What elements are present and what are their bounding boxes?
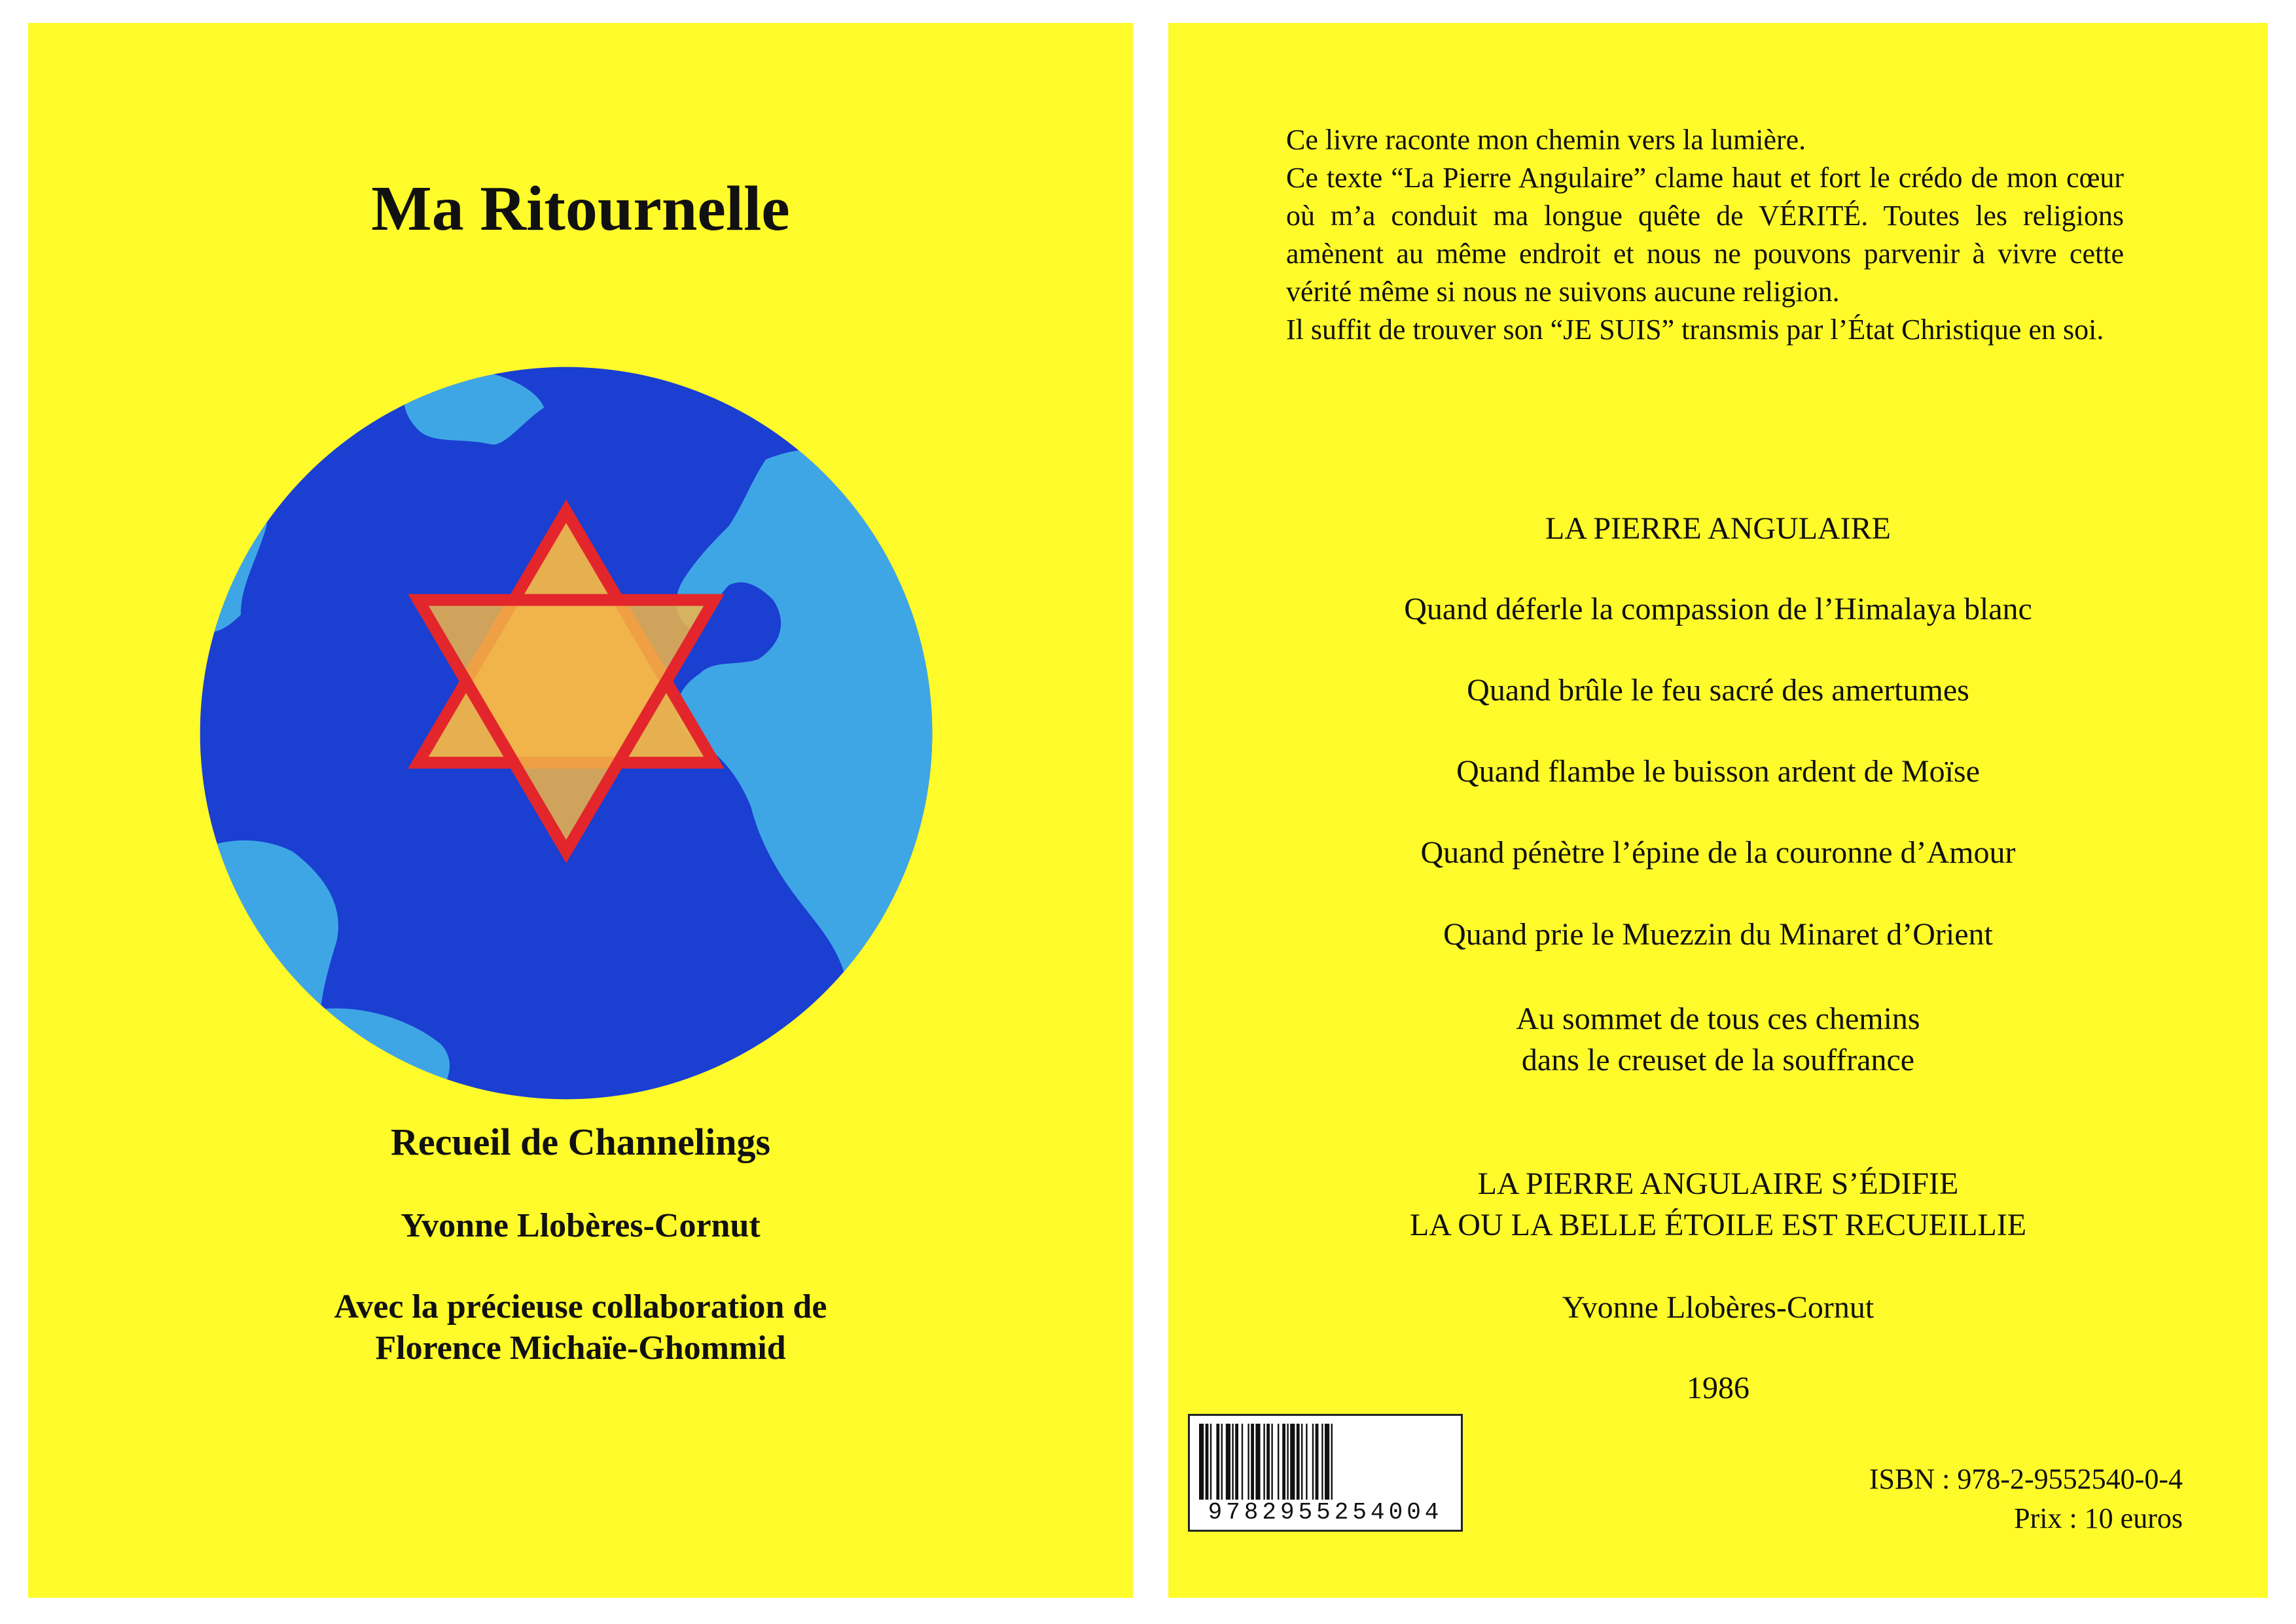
isbn-price-block: [1869, 1460, 2183, 1538]
barcode-bar: [1278, 1424, 1279, 1501]
blurb-paragraph: Il suffit de trouver son “JE SUIS” transmis par l’État Christique en soi.: [1286, 314, 2104, 346]
poem-verse: Quand brûle le feu sacré des amertumes: [1467, 673, 1969, 708]
back-cover: [1168, 23, 2268, 1598]
barcode-bar: [1235, 1424, 1238, 1501]
poem-verse: Quand flambe le buisson ardent de Moïse: [1456, 754, 1980, 789]
blurb-text: [1286, 121, 2124, 349]
barcode-bar: [1301, 1424, 1302, 1501]
author-name: Yvonne Llobères-Cornut: [401, 1207, 761, 1244]
barcode-bar: [1282, 1424, 1285, 1501]
barcode-bar: [1242, 1424, 1243, 1501]
poem-verse: Quand pénètre l’épine de la couronne d’Amour: [1420, 835, 2016, 870]
barcode-bar: [1206, 1424, 1209, 1501]
barcode-bar: [1199, 1424, 1204, 1501]
author-name: Yvonne Llobères-Cornut: [1562, 1290, 1874, 1325]
closing-line: LA PIERRE ANGULAIRE S’ÉDIFIE: [1477, 1166, 1959, 1201]
poem-summit: [1168, 998, 2268, 1081]
barcode-bar: [1290, 1424, 1295, 1501]
barcode-bar: [1297, 1424, 1300, 1501]
barcode-bar: [1316, 1424, 1319, 1501]
barcode-bar: [1331, 1424, 1333, 1501]
barcode-bar: [1247, 1424, 1249, 1501]
barcode-bar: [1271, 1424, 1272, 1501]
barcode-bar: [1232, 1424, 1233, 1501]
barcode-bar: [1306, 1424, 1307, 1501]
poem-verse: Quand prie le Muezzin du Minaret d’Orient: [1443, 917, 1993, 952]
barcode-bar: [1216, 1424, 1219, 1501]
blurb-paragraph: Ce livre raconte mon chemin vers la lumière.: [1286, 124, 1806, 156]
globe-star-illustration: [196, 363, 936, 1103]
barcode-bar: [1312, 1424, 1314, 1501]
poem-verse: Au sommet de tous ces chemins: [1516, 1001, 1920, 1036]
barcode-bar: [1266, 1424, 1270, 1501]
poem-title: LA PIERRE ANGULAIRE: [1545, 511, 1891, 546]
collaboration-line: Avec la précieuse collaboration de: [334, 1288, 827, 1326]
barcode-bars: [1190, 1418, 1461, 1504]
barcode-bar: [1287, 1424, 1288, 1501]
barcode-bar: [1226, 1424, 1230, 1501]
barcode-bar: [1325, 1424, 1329, 1501]
collaboration-credit: [28, 1286, 1133, 1369]
barcode-bar: [1263, 1424, 1265, 1501]
barcode-bar: [1255, 1424, 1260, 1501]
collaborator-name: Florence Michaïe-Ghommid: [375, 1329, 786, 1367]
isbn: ISBN : 978-2-9552540-0-4: [1869, 1463, 2183, 1495]
year: 1986: [1687, 1371, 1749, 1405]
closing-line: LA OU LA BELLE ÉTOILE EST RECUEILLIE: [1409, 1208, 2027, 1242]
book-title: Ma Ritournelle: [371, 173, 790, 244]
continent-south-west: [196, 840, 338, 1103]
barcode: [1188, 1414, 1463, 1532]
book-subtitle: Recueil de Channelings: [390, 1121, 771, 1163]
barcode-bar: [1321, 1424, 1323, 1501]
barcode-number: 9782955254004: [1190, 1500, 1461, 1526]
barcode-bar: [1251, 1424, 1254, 1501]
poem-verse: Quand déferle la compassion de l’Himalaya blanc: [1404, 592, 2032, 626]
barcode-bar: [1210, 1424, 1211, 1501]
poem-closing: [1168, 1163, 2268, 1246]
price: Prix : 10 euros: [2014, 1502, 2183, 1534]
barcode-bar: [1221, 1424, 1223, 1501]
front-cover: [28, 23, 1133, 1598]
poem-verse: dans le creuset de la souffrance: [1521, 1043, 1915, 1077]
blurb-paragraph: Ce texte “La Pierre Angulaire” clame haut et fort le crédo de mon cœur où m’a conduit ma longue quête de VÉRITÉ. Toutes les religions amènent au même endroit et nous ne pouvons parvenir à vivre cette vérité même si nous ne suivons aucune religion.: [1286, 162, 2124, 308]
